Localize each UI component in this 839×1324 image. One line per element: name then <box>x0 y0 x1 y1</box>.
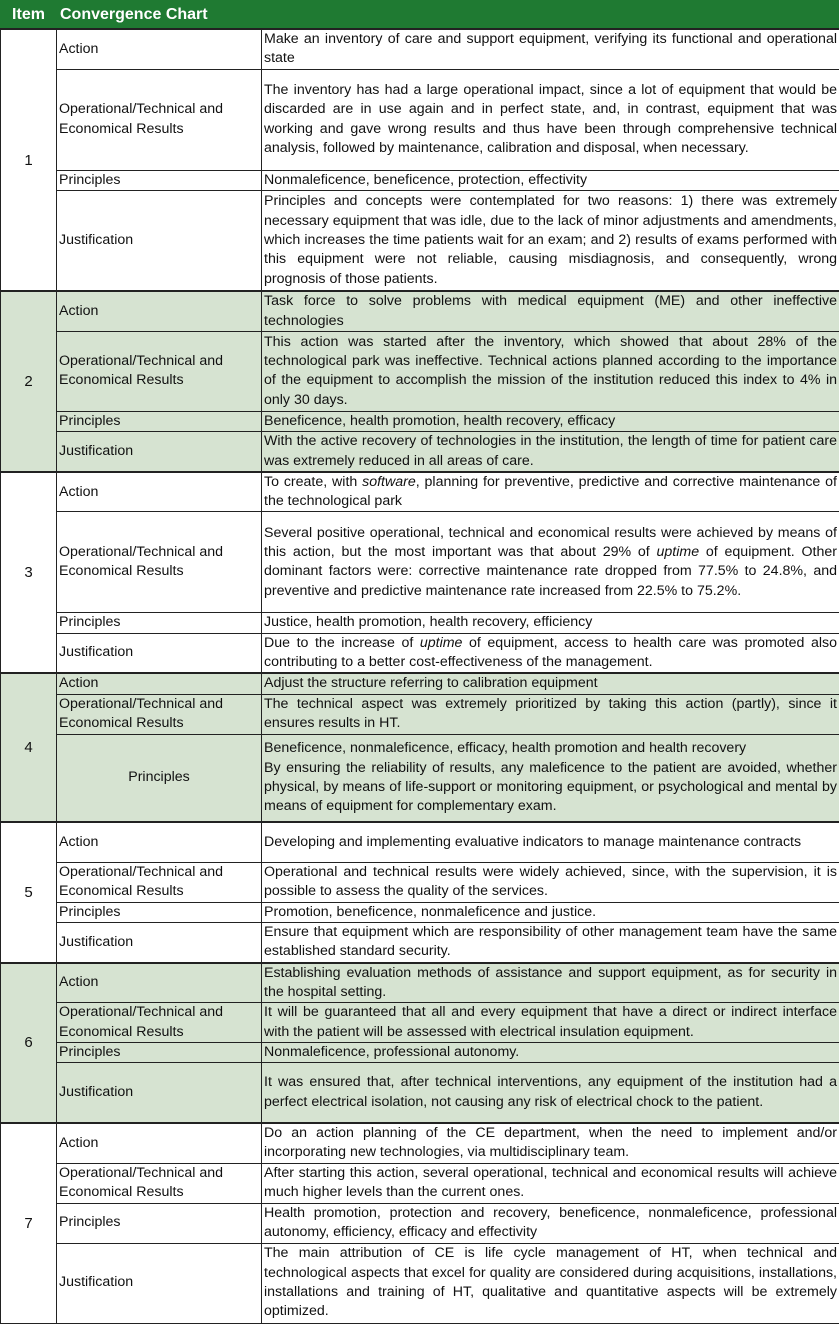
row-text: It was ensured that, after technical interventions, any equipment of the institution had a perfect electrical isolation, not causing any risk of electrical chock to the patient. <box>262 1063 839 1123</box>
table-row <box>1 1043 839 1063</box>
item-number: 1 <box>1 29 57 291</box>
principles-summary: Beneficence, nonmaleficence, efficacy, health promotion and health recovery <box>264 739 837 758</box>
row-label: Justification <box>57 633 262 673</box>
row-text: Nonmaleficence, professional autonomy. <box>262 1043 839 1063</box>
row-label: Principles <box>57 170 262 190</box>
row-label: Operational/Technical and Economical Results <box>57 1163 262 1203</box>
row-label: Principles <box>57 1203 262 1243</box>
row-text: Adjust the structure referring to calibration equipment <box>262 673 839 694</box>
row-text: The inventory has had a large operational impact, since a lot of equipment that would be discarded are in use again and in perfect state, and, in contrast, equipment that was working and gave wrong results and thus have been through comprehensive technical analysis, followed by maintenance, calibration and disposal, when necessary. <box>262 69 839 170</box>
row-label: Justification <box>57 432 262 472</box>
table-row <box>1 1243 839 1323</box>
item-number: 5 <box>1 822 57 962</box>
row-label: Justification <box>57 1243 262 1323</box>
row-label: Operational/Technical and Economical Results <box>57 694 262 734</box>
table-row <box>1 29 839 69</box>
table-row <box>1 411 839 431</box>
row-label: Action <box>57 673 262 694</box>
row-label: Principles <box>57 613 262 633</box>
item-number: 2 <box>1 291 57 471</box>
table-row <box>1 734 839 822</box>
row-label: Operational/Technical and Economical Results <box>57 512 262 613</box>
row-text: Ensure that equipment which are responsibility of other management team have the same established standard security. <box>262 922 839 962</box>
item-number: 4 <box>1 673 57 822</box>
row-label: Principles <box>57 1043 262 1063</box>
row-text: The main attribution of CE is life cycle management of HT, when technical and technological aspects that excel for quality are considered during acquisitions, installations, installations and training of HT, qualitative and quantitative aspects will be extremely optimized. <box>262 1243 839 1323</box>
convergence-chart-header: Convergence Chart <box>57 1 839 30</box>
row-label: Principles <box>57 902 262 922</box>
row-label: Operational/Technical and Economical Results <box>57 862 262 902</box>
row-text: To create, with software, planning for preventive, predictive and corrective maintenance of the technological park <box>262 472 839 512</box>
row-text: Beneficence, health promotion, health recovery, efficacy <box>262 411 839 431</box>
row-text: Operational and technical results were widely achieved, since, with the supervision, it is possible to assess the quality of the services. <box>262 862 839 902</box>
table-row <box>1 613 839 633</box>
table-row <box>1 512 839 613</box>
table-row <box>1 472 839 512</box>
table-row <box>1 922 839 962</box>
table-row <box>1 673 839 694</box>
table-row <box>1 1063 839 1123</box>
row-label: Operational/Technical and Economical Results <box>57 69 262 170</box>
row-text: Promotion, beneficence, nonmaleficence and justice. <box>262 902 839 922</box>
row-text: With the active recovery of technologies in the institution, the length of time for patient care was extremely reduced in all areas of care. <box>262 432 839 472</box>
table-row <box>1 331 839 411</box>
row-text: Health promotion, protection and recovery, beneficence, nonmaleficence, professional autonomy, efficiency, efficacy and effectivity <box>262 1203 839 1243</box>
item-column-header: Item <box>1 1 57 30</box>
row-text: Principles and concepts were contemplated for two reasons: 1) there was extremely necessary equipment that was idle, due to the lack of minor adjustments and amendments, which increases the time patients wait for an exam; and 2) results of exams performed with this equipment were not reliable, causing misdiagnosis, and consequently, wrong prognosis of those patients. <box>262 190 839 291</box>
row-text: Establishing evaluation methods of assistance and support equipment, as for security in the hospital setting. <box>262 963 839 1003</box>
item-number: 3 <box>1 472 57 673</box>
row-text: It will be guaranteed that all and every equipment that have a direct or indirect interface with the patient will be assessed with electrical insulation equipment. <box>262 1003 839 1043</box>
table-row <box>1 862 839 902</box>
table-row <box>1 190 839 291</box>
item-number: 6 <box>1 963 57 1123</box>
item-number: 7 <box>1 1123 57 1323</box>
row-text: Justice, health promotion, health recovery, efficiency <box>262 613 839 633</box>
table-row <box>1 694 839 734</box>
row-label: Action <box>57 29 262 69</box>
row-label: Operational/Technical and Economical Results <box>57 331 262 411</box>
table-header-row <box>1 1 839 30</box>
row-label: Justification <box>57 922 262 962</box>
row-label: Action <box>57 1123 262 1163</box>
table-row <box>1 1203 839 1243</box>
row-label: Action <box>57 822 262 862</box>
row-label: Principles <box>57 411 262 431</box>
row-text: This action was started after the inventory, which showed that about 28% of the technological park was ineffective. Technical actions planned according to the importance of the equipment to accomplish the mission of the institution reduced this index to 4% in only 30 days. <box>262 331 839 411</box>
row-text: Developing and implementing evaluative indicators to manage maintenance contracts <box>262 822 839 862</box>
row-text: Task force to solve problems with medical equipment (ME) and other ineffective technologies <box>262 291 839 331</box>
row-text: Do an action planning of the CE department, when the need to implement and/or incorporating new technologies, via multidisciplinary team. <box>262 1123 839 1163</box>
table-row <box>1 170 839 190</box>
table-row <box>1 902 839 922</box>
row-label: Operational/Technical and Economical Results <box>57 1003 262 1043</box>
row-text: After starting this action, several operational, technical and economical results will achieve much higher levels than the current ones. <box>262 1163 839 1203</box>
row-text: Due to the increase of uptime of equipment, access to health care was promoted also contributing to a better cost-effectiveness of the management. <box>262 633 839 673</box>
row-text: Nonmaleficence, beneficence, protection, effectivity <box>262 170 839 190</box>
table-row <box>1 432 839 472</box>
table-row <box>1 1003 839 1043</box>
table-row <box>1 633 839 673</box>
table-row <box>1 963 839 1003</box>
row-text: Make an inventory of care and support equipment, verifying its functional and operational state <box>262 29 839 69</box>
row-label: Action <box>57 291 262 331</box>
row-text: Several positive operational, technical and economical results were achieved by means of this action, but the most important was that about 29% of uptime of equipment. Other dominant factors were: corrective maintenance rate dropped from 77.5% to 24.8%, and preventive and predictive maintenance rate increased from 22.5% to 75.2%. <box>262 512 839 613</box>
row-label: Action <box>57 963 262 1003</box>
row-label: Action <box>57 472 262 512</box>
table-row <box>1 291 839 331</box>
row-text <box>262 734 839 822</box>
table-row <box>1 822 839 862</box>
row-label: Principles <box>57 734 262 822</box>
row-label: Justification <box>57 1063 262 1123</box>
table-row <box>1 69 839 170</box>
table-row <box>1 1123 839 1163</box>
row-text: The technical aspect was extremely prioritized by taking this action (partly), since it ensures results in HT. <box>262 694 839 734</box>
principles-explanation: By ensuring the reliability of results, any maleficence to the patient are avoided, whether physical, by means of life-support or monitoring equipment, or psychological and mental by means of equipment for complementary exam. <box>264 759 837 817</box>
row-label: Justification <box>57 190 262 291</box>
table-row <box>1 1163 839 1203</box>
